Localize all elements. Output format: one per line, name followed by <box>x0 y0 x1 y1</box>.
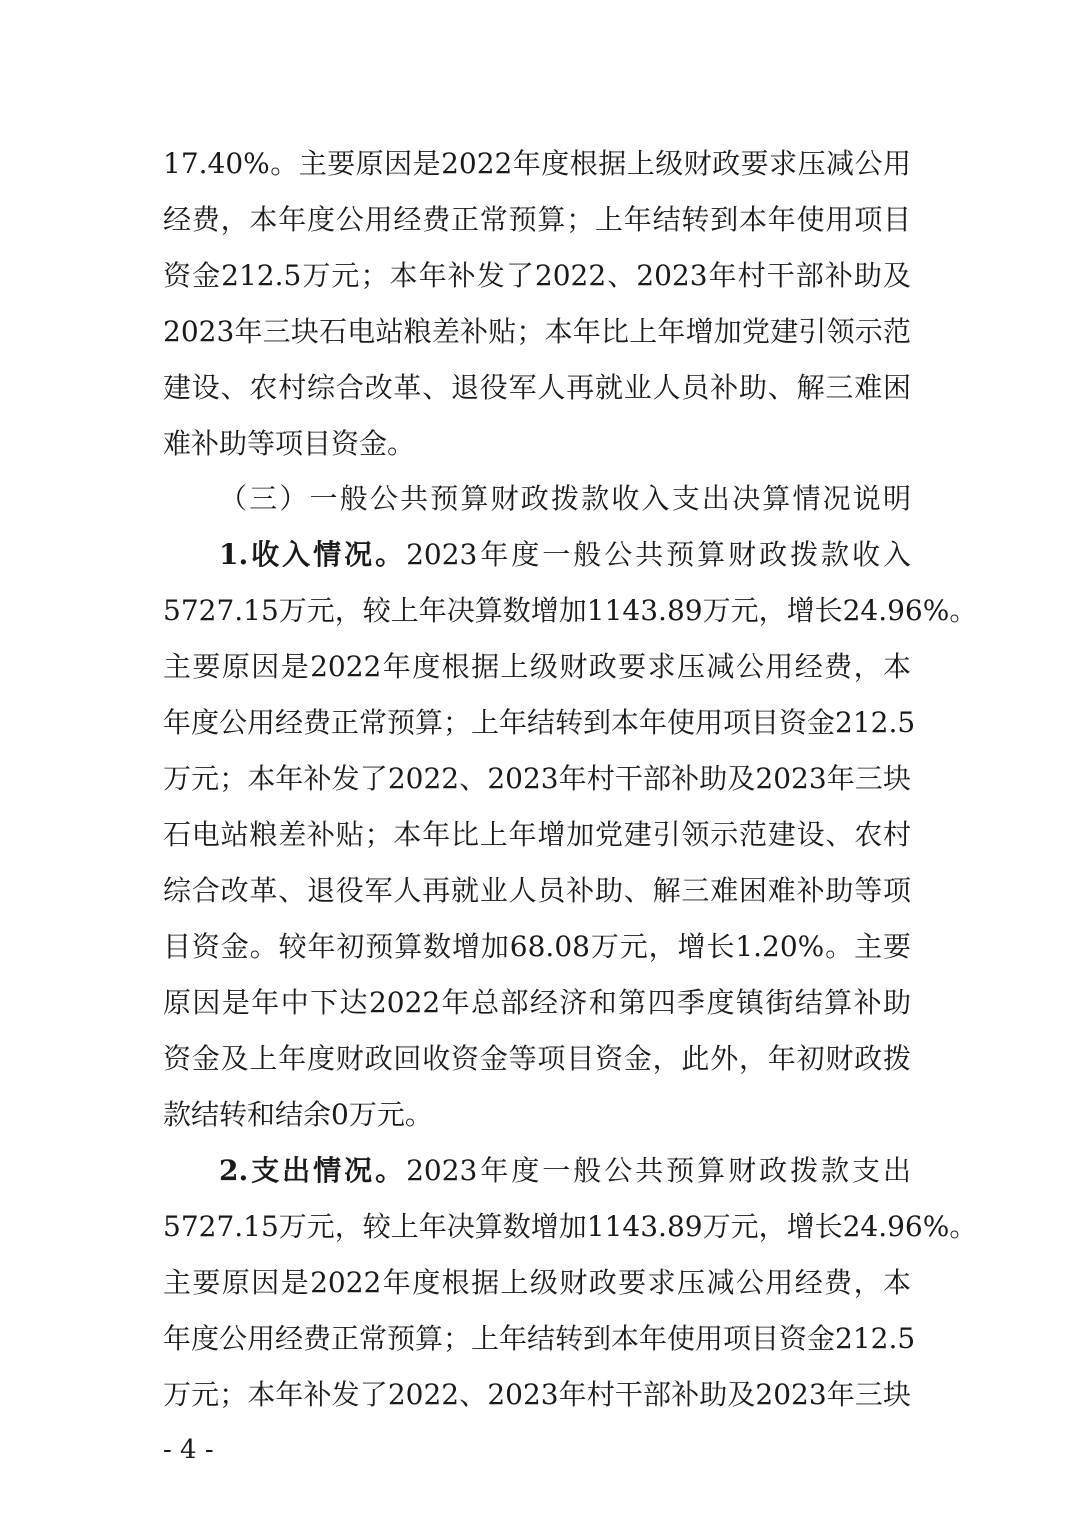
expenditure-first-line-text: 2023年度一般公共预算财政拨款支出 <box>406 1154 912 1187</box>
text-line: 5727.15万元，较上年决算数增加1143.89万元，增长24.96%。 <box>163 594 978 627</box>
text-line: 原因是年中下达2022年总部经济和第四季度镇街结算补助 <box>163 986 911 1019</box>
expenditure-first-line <box>219 1144 911 1198</box>
income-first-line-text: 2023年度一般公共预算财政拨款收入 <box>406 538 912 571</box>
expenditure-label: 2.支出情况。 <box>219 1154 407 1187</box>
text-line: 年度公用经费正常预算；上年结转到本年使用项目资金212.5 <box>163 1322 916 1355</box>
text-line: 资金及上年度财政回收资金等项目资金，此外，年初财政拨 <box>163 1042 911 1075</box>
income-first-line <box>219 528 911 582</box>
text-line: 综合改革、退役军人再就业人员补助、解三难困难补助等项 <box>163 874 911 907</box>
text-line: 款结转和结余0万元。 <box>163 1098 433 1131</box>
text-line: 万元；本年补发了2022、2023年村干部补助及2023年三块 <box>163 762 911 795</box>
section-heading: （三）一般公共预算财政拨款收入支出决算情况说明 <box>219 482 911 515</box>
text-line: 资金212.5万元；本年补发了2022、2023年村干部补助及 <box>163 259 911 292</box>
income-label: 1.收入情况。 <box>219 538 407 571</box>
text-line: 经费，本年度公用经费正常预算；上年结转到本年使用项目 <box>163 203 911 236</box>
text-line: 年度公用经费正常预算；上年结转到本年使用项目资金212.5 <box>163 706 916 739</box>
text-line: 17.40%。主要原因是2022年度根据上级财政要求压减公用 <box>163 147 911 180</box>
text-line: 万元；本年补发了2022、2023年村干部补助及2023年三块 <box>163 1378 911 1411</box>
page-number: - 4 - <box>163 1435 214 1465</box>
text-line: 5727.15万元，较上年决算数增加1143.89万元，增长24.96%。 <box>163 1210 978 1243</box>
text-line: 主要原因是2022年度根据上级财政要求压减公用经费，本 <box>163 1266 911 1299</box>
text-line: 2023年三块石电站粮差补贴；本年比上年增加党建引领示范 <box>163 315 911 348</box>
text-line: 主要原因是2022年度根据上级财政要求压减公用经费，本 <box>163 650 911 683</box>
text-line: 石电站粮差补贴；本年比上年增加党建引领示范建设、农村 <box>163 818 911 851</box>
text-line: 难补助等项目资金。 <box>163 427 416 460</box>
text-line: 建设、农村综合改革、退役军人再就业人员补助、解三难困 <box>163 371 911 404</box>
text-line: 目资金。较年初预算数增加68.08万元，增长1.20%。主要 <box>163 930 911 963</box>
